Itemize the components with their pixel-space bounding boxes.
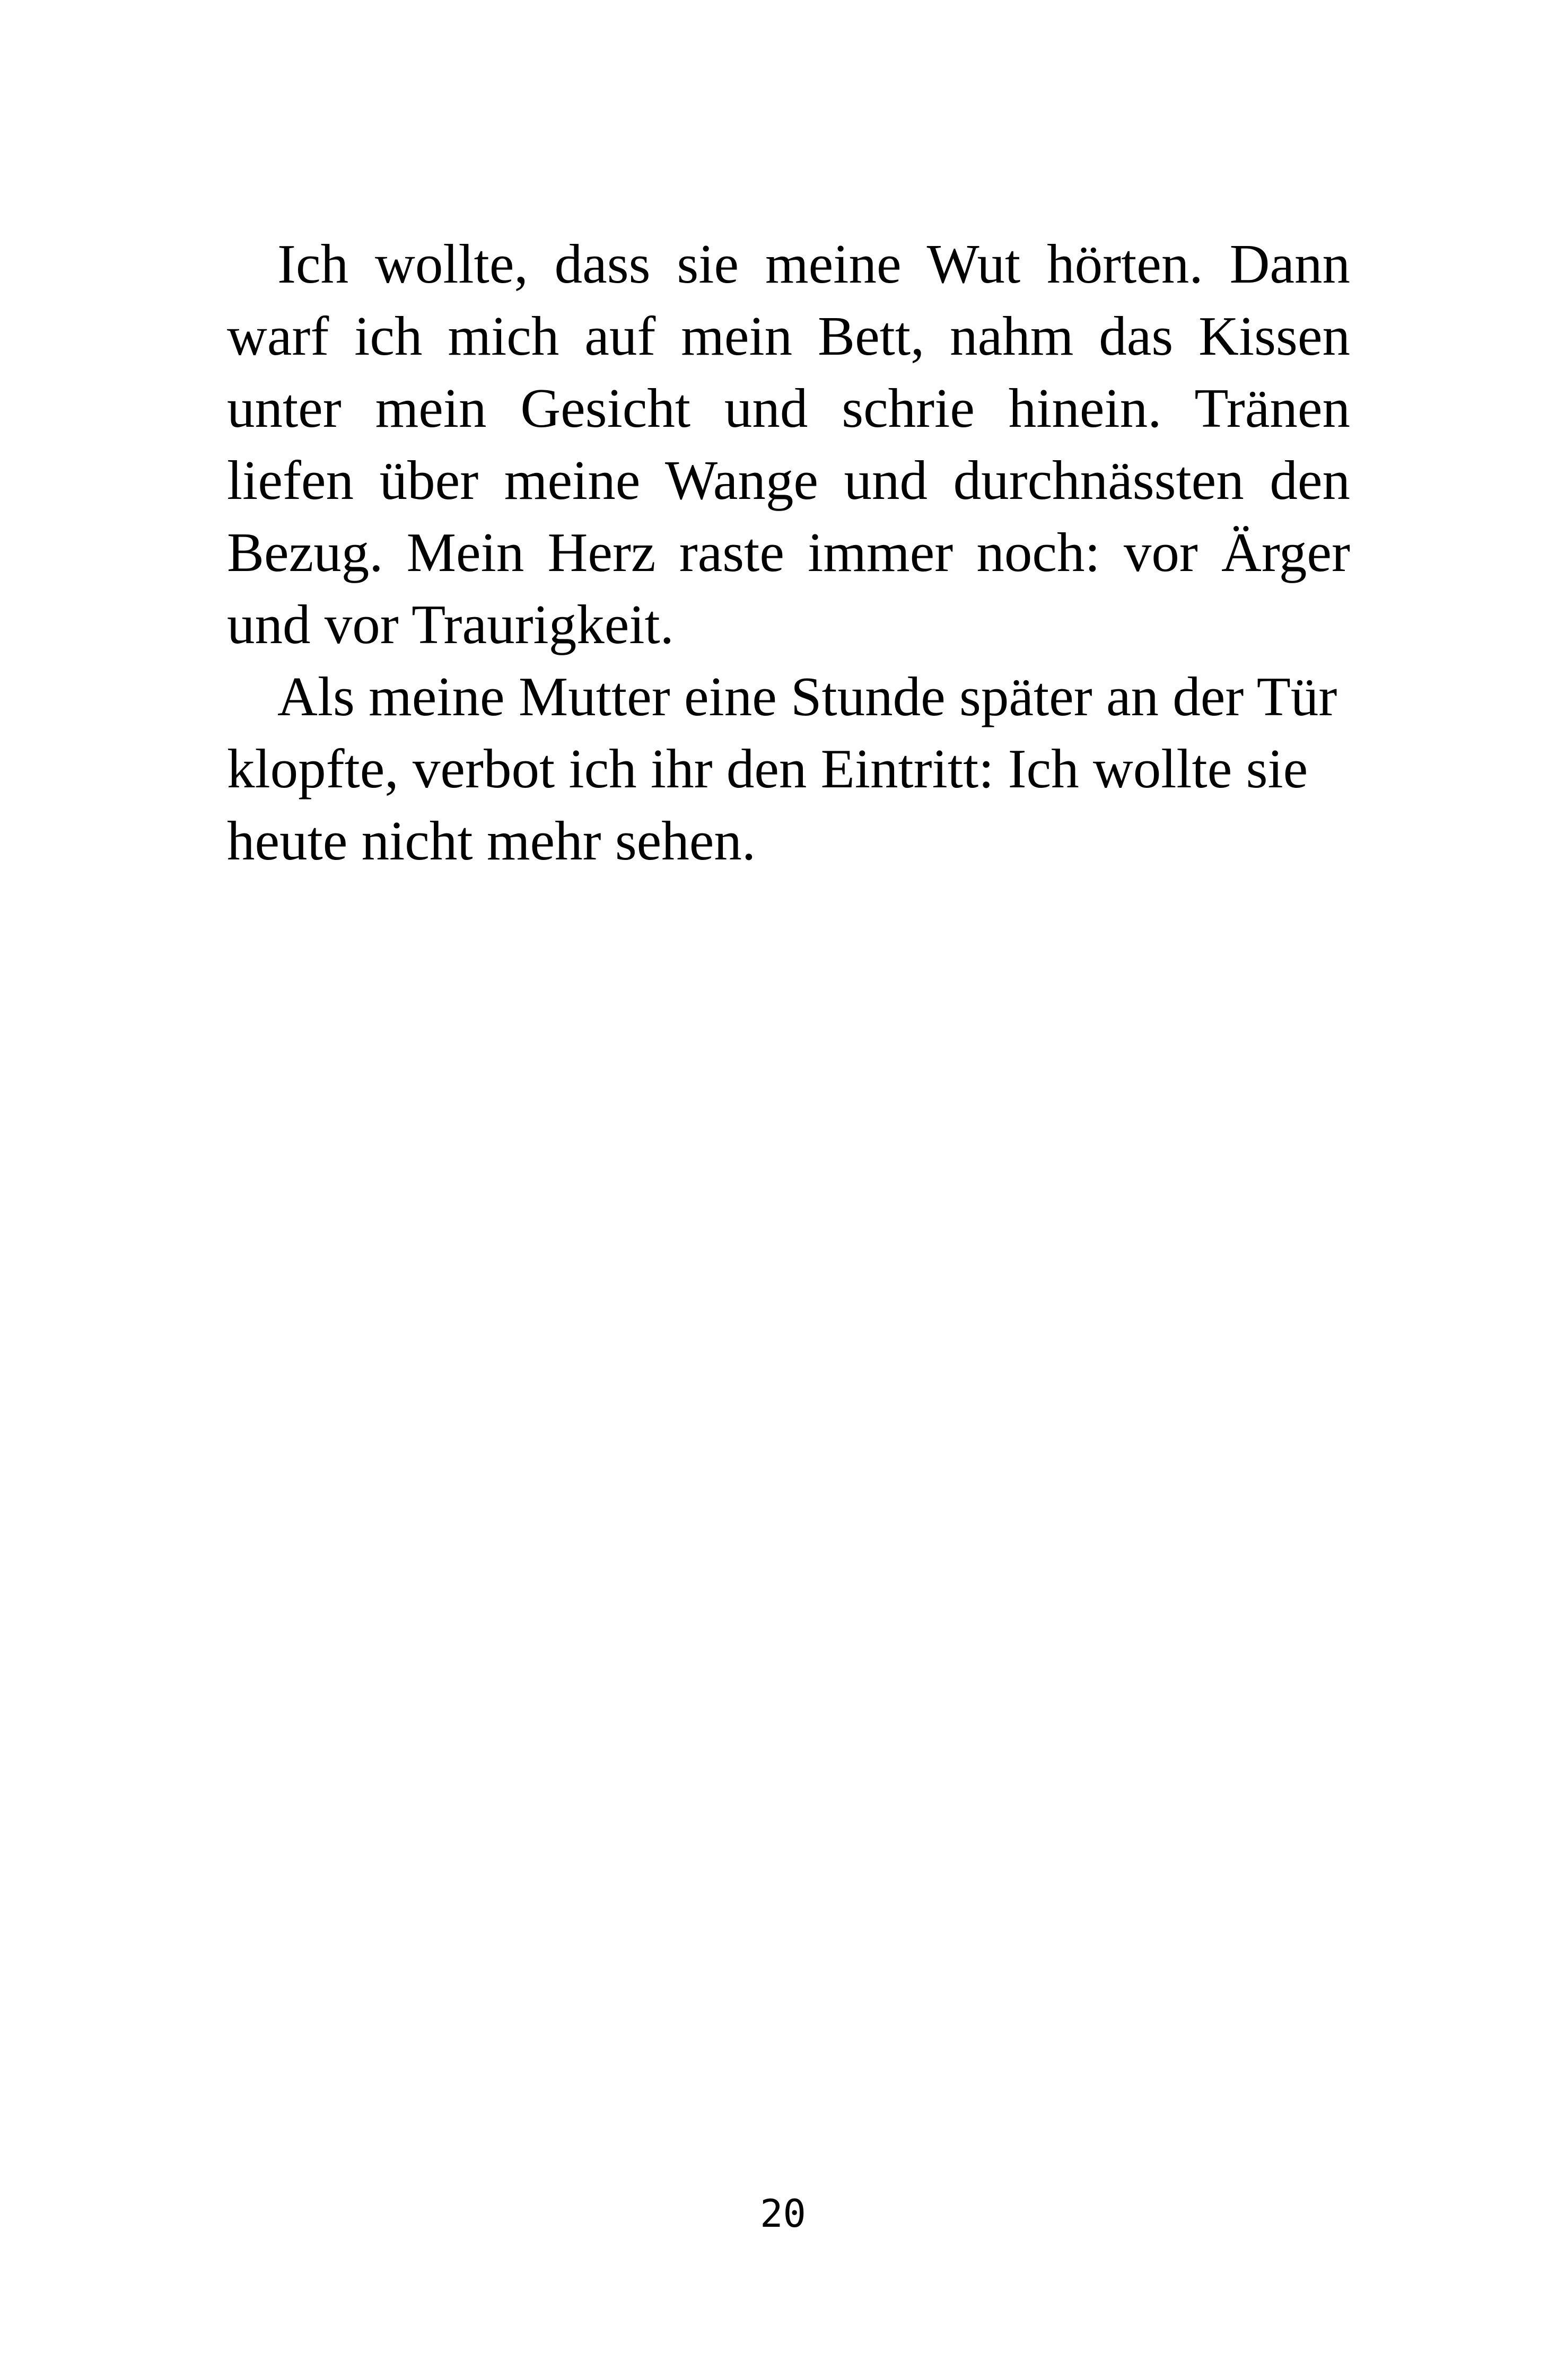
paragraph-1: Ich wollte, dass sie meine Wut hörten. Dann warf ich mich auf mein Bett, nahm das Kissen unter mein Gesicht und schrie hinein. Tränen liefen über meine Wange und durchnässten den Bezug. Mein Herz raste immer noch: vor Ärger und vor Traurigkeit.: [227, 233, 1350, 655]
paragraph-2: Als meine Mutter eine Stunde später an der Tür klopfte, verbot ich ihr den Eintritt: Ich wollte sie heute nicht mehr sehen.: [227, 665, 1337, 872]
body-text: [227, 228, 1350, 877]
page-number: 20: [760, 2191, 806, 2236]
